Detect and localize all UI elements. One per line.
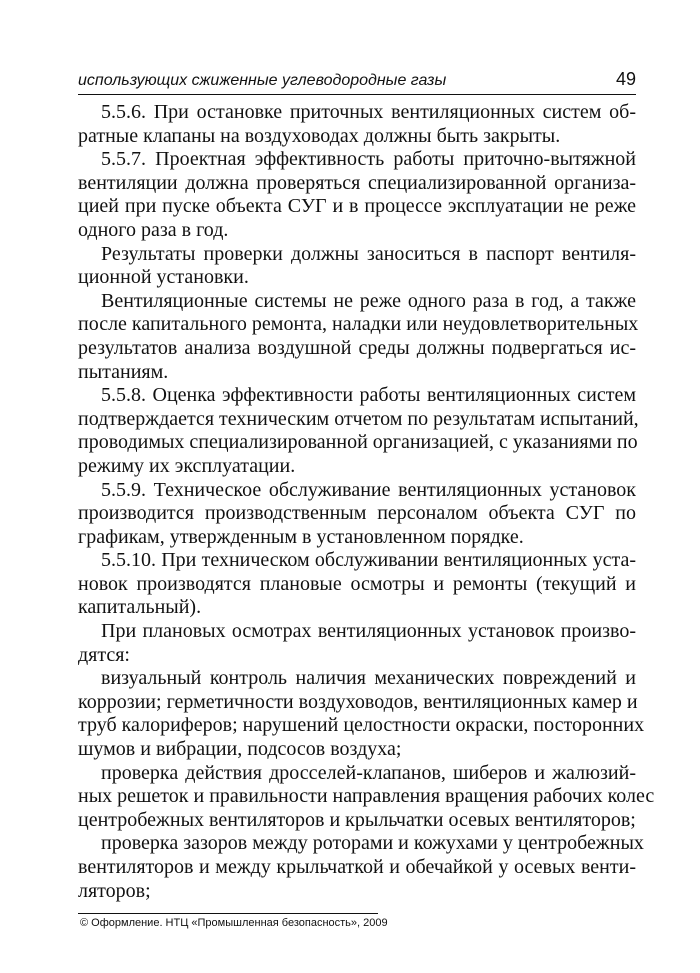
text-line: капитальный).: [78, 596, 202, 619]
text-line: цией при пуске объекта СУГ и в процессе эксплуатации не реже: [78, 195, 636, 218]
text-line: проверка зазоров между роторами и кожухами у центробежных: [101, 832, 644, 855]
text-line: Вентиляционные системы не реже одного раза в год, а также: [101, 289, 636, 312]
text-line: центробежных вентиляторов и крыльчатки осевых вентиляторов;: [78, 808, 636, 831]
text-line: одного раза в год.: [78, 218, 229, 241]
paragraph: [78, 243, 636, 290]
text-line: 5.5.6. При остановке приточных вентиляционных систем об-: [101, 101, 636, 123]
footer-divider: [78, 913, 378, 914]
page-number: 49: [615, 69, 636, 89]
text-line: 5.5.8. Оценка эффективности работы вентиляционных систем: [101, 384, 636, 407]
text-line: проводимых специализированной организацией, с указаниями по: [78, 431, 638, 454]
paragraph: [78, 549, 636, 620]
text-line: коррозии; герметичности воздуховодов, вентиляционных камер и: [78, 690, 638, 713]
text-line: 5.5.7. Проектная эффективность работы приточно-вытяжной: [101, 148, 636, 171]
copyright-footer: © Оформление. НТЦ «Промышленная безопасность», 2009: [80, 917, 388, 929]
text-line: ционной установки.: [78, 266, 249, 289]
text-line: 5.5.9. Техническое обслуживание вентиляционных установок: [101, 478, 636, 501]
text-line: ратные клапаны на воздуховодах должны быть закрыты.: [78, 124, 561, 147]
text-line: ных решеток и правильности направления вращения рабочих колес: [78, 785, 655, 808]
paragraph: [78, 479, 636, 550]
text-line: 5.5.10. При техническом обслуживании вентиляционных уста-: [101, 549, 636, 572]
text-line: шумов и вибрации, подсосов воздуха;: [78, 738, 402, 761]
running-header: [78, 70, 636, 95]
text-line: графикам, утвержденным в установленном порядке.: [78, 525, 524, 548]
paragraph: [78, 289, 639, 384]
document-body: [78, 101, 655, 903]
text-line: режиму их эксплуатации.: [78, 454, 296, 477]
paragraph: [78, 667, 645, 761]
text-line: ляторов;: [78, 879, 151, 902]
text-line: производится производственным персоналом объекта СУГ по: [78, 502, 636, 525]
running-header-title: использующих сжиженные углеводородные газы: [78, 72, 447, 89]
text-line: Результаты проверки должны заноситься в паспорт вентиля-: [101, 242, 636, 265]
paragraph: [78, 620, 636, 667]
text-line: вентиляторов и между крыльчаткой и обечайкой у осевых венти-: [78, 856, 636, 878]
text-line: результатов анализа воздушной среды должны подвергаться ис-: [78, 336, 636, 359]
paragraph: [78, 761, 655, 833]
text-line: дятся:: [78, 643, 130, 666]
text-line: пытаниям.: [78, 360, 169, 383]
text-line: новок производятся плановые осмотры и ремонты (текущий и: [78, 572, 636, 595]
text-line: вентиляции должна проверяться специализированной организа-: [78, 171, 636, 194]
paragraph: [78, 101, 636, 148]
text-line: подтверждается техническим отчетом по результатам испытаний,: [78, 407, 639, 430]
paragraph: [78, 832, 644, 903]
text-line: труб калориферов; нарушений целостности окраски, посторонних: [78, 714, 645, 737]
text-line: визуальный контроль наличия механических повреждений и: [101, 667, 636, 690]
text-line: проверка действия дросселей-клапанов, шиберов и жалюзий-: [101, 761, 636, 784]
text-line: после капитального ремонта, наладки или неудовлетворительных: [78, 313, 639, 336]
text-line: При плановых осмотрах вентиляционных установок произво-: [101, 620, 636, 643]
paragraph: [78, 384, 639, 478]
paragraph: [78, 148, 636, 242]
